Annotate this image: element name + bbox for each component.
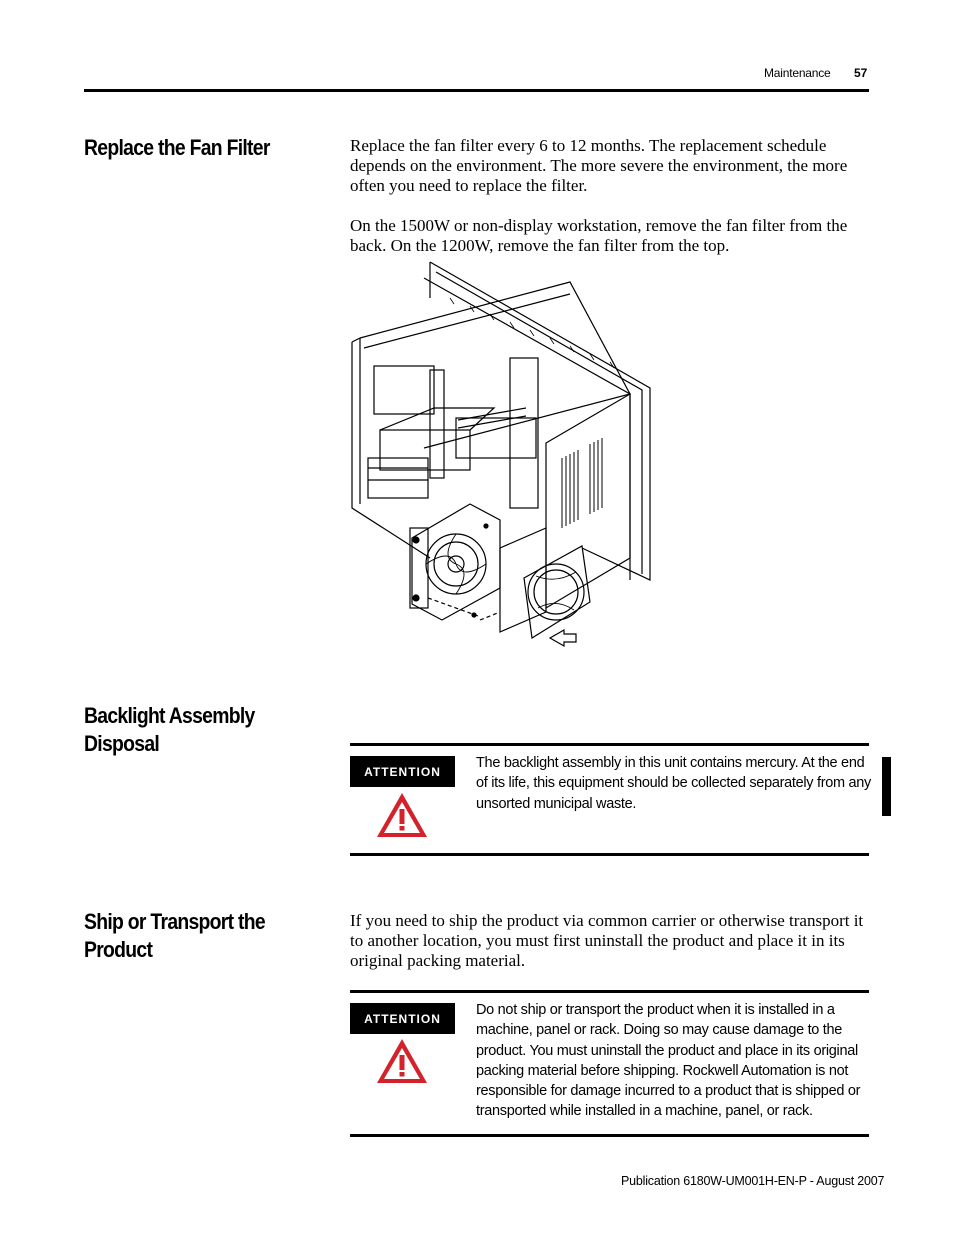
attention-box-bottom-rule [350, 1134, 869, 1137]
ship-paragraph: If you need to ship the product via common carrier or otherwise transport it to another location, you must first uninstall the product and place it in its original packing material. [350, 911, 864, 970]
attention-badge: ATTENTION [350, 756, 455, 787]
page-number: 57 [854, 66, 868, 80]
chapter-tab-marker [882, 757, 891, 816]
attention-box-top-rule [350, 743, 869, 746]
attention-text: The backlight assembly in this unit contains mercury. At the end of its life, this equipment should be collected separately from any unsorted municipal waste. [476, 755, 871, 812]
running-header-section: Maintenance [764, 66, 831, 80]
warning-triangle-icon [375, 1037, 429, 1085]
fan-filter-removal-illustration [350, 258, 660, 650]
header-rule [84, 89, 869, 92]
ship-heading-line-1: Ship or Transport the [84, 909, 265, 934]
attention-box-top-rule [350, 990, 869, 993]
backlight-heading-line-1: Backlight Assembly [84, 703, 255, 728]
fan-filter-paragraph-2: On the 1500W or non-display workstation, remove the fan filter from the back. On the 1200W, remove the fan filter from the top. [350, 216, 848, 255]
publication-footer: Publication 6180W-UM001H-EN-P - August 2007 [621, 1174, 885, 1188]
backlight-heading-line-2: Disposal [84, 731, 160, 756]
attention-text: Do not ship or transport the product when it is installed in a machine, panel or rack. Doing so may cause damage to the product. You must uninstall the product and place in its original packing material before shipping. Rockwell Automation is not responsible for damage incurred to a product that is shipped or transported while installed in a machine, panel, or rack. [476, 1002, 861, 1120]
attention-box-bottom-rule [350, 853, 869, 856]
fan-filter-heading: Replace the Fan Filter [84, 135, 270, 160]
warning-triangle-icon [375, 791, 429, 839]
fan-filter-paragraph-1: Replace the fan filter every 6 to 12 months. The replacement schedule depends on the environment. The more severe the environment, the more often you need to replace the filter. [350, 136, 848, 195]
ship-heading-line-2: Product [84, 937, 153, 962]
attention-badge: ATTENTION [350, 1003, 455, 1034]
